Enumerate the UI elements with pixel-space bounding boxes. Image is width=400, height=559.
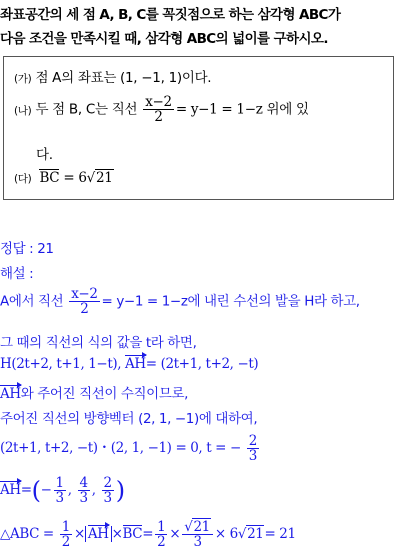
half-fraction	[155, 520, 167, 549]
condition-na-pre: 두 점 B, C는 직선	[35, 101, 138, 118]
solution-line-6	[0, 434, 261, 463]
condition-ga	[14, 66, 211, 86]
condition-na-fraction	[143, 95, 174, 124]
t-fraction	[247, 434, 259, 463]
solution-line-2: 그 때의 직선의 식의 값을 t라 하면,	[0, 335, 197, 351]
condition-ga-tag: (가)	[14, 73, 32, 85]
times-sign: ×	[111, 526, 123, 543]
fraction-denominator: 2	[157, 534, 166, 551]
times-sign: ×	[169, 526, 181, 543]
fraction-denominator: 2	[154, 109, 163, 126]
solution-line-5: 주어진 직선의 방향벡터 (2, 1, −1)에 대하여,	[0, 411, 258, 427]
fraction-numerator: x−2	[145, 94, 172, 110]
explanation-heading: 해설 :	[0, 266, 34, 282]
vector-ah: AH	[0, 482, 21, 499]
fraction-numerator: 1	[157, 519, 166, 535]
fraction-denominator: 2	[61, 534, 70, 551]
equals-sign: =	[20, 482, 32, 499]
condition-na-post: = y−1 = 1−z 위에 있	[175, 101, 309, 118]
dot-product-equation: (2t+1, t+2, −t)・(2, 1, −1) = 0, t = −	[0, 440, 241, 457]
triangle-area: △ABC =	[0, 526, 54, 543]
fraction-denominator: 3	[55, 490, 64, 507]
fraction-numerator: x−2	[71, 286, 98, 302]
half-fraction	[60, 520, 72, 549]
conditions-box	[3, 56, 394, 200]
fraction-denominator: 3	[103, 490, 112, 507]
point-h: H(2t+2, t+1, 1−t),	[0, 356, 122, 372]
fraction-numerator: 1	[55, 475, 64, 491]
fraction-numerator: 2	[248, 433, 257, 449]
fraction-numerator: 2	[103, 475, 112, 491]
solution-line-8: △ABC = $\frac{1}{2}$ × AH ×BC= $\frac{1}{2}$ × $\frac{√21}{3}$ × 6√21= 21	[0, 519, 296, 551]
vector-ah: AH	[125, 356, 146, 372]
times-sign: ×	[73, 526, 85, 543]
times-six: × 6	[214, 526, 238, 543]
condition-da-root: 21	[95, 170, 113, 186]
equals-sign: =	[142, 526, 154, 543]
condition-na-continued: 다.	[36, 147, 53, 163]
solution-line-1-fraction	[69, 287, 99, 316]
root-radicand: 21	[193, 519, 210, 535]
solution-line-7: AH=(− $\frac{1}{3}$ , $\frac{4}{3}$ , $\frac{2}{3}$ )	[0, 475, 125, 507]
root-radicand: 21	[247, 526, 264, 543]
condition-da-tag: (다)	[14, 173, 32, 185]
answer-line: 정답 : 21	[0, 241, 54, 257]
fraction-numerator: 1	[61, 519, 70, 535]
fraction-denominator: 2	[80, 301, 89, 318]
fraction-denominator: 3	[248, 448, 257, 465]
fraction-denominator: 3	[79, 490, 88, 507]
solution-line-3	[0, 356, 258, 372]
condition-ga-text: 점 A의 좌표는 (1, −1, 1)이다.	[35, 70, 212, 86]
question-line-2: 다음 조건을 만족시킬 때, 삼각형 ABC의 넓이를 구하시오.	[0, 31, 328, 47]
component-2	[78, 476, 90, 505]
question-line-1: 좌표공간의 세 점 A, B, C를 꼭짓점으로 하는 삼각형 ABC가	[0, 7, 341, 23]
condition-da-eq: = 6	[63, 170, 87, 186]
condition-na-tag: (나)	[14, 104, 32, 117]
component-1	[54, 476, 66, 505]
solution-line-4	[0, 382, 188, 402]
segment-bc: BC	[122, 526, 143, 543]
solution-line-1-b: = y−1 = 1−z에 내린 수선의 발을 H라 하고,	[101, 293, 360, 310]
solution-line-4-text: 와 주어진 직선이 수직이므로,	[20, 386, 188, 402]
fraction-numerator: 4	[79, 475, 88, 491]
component-3	[102, 476, 114, 505]
condition-da: (다) BC = 6√21	[14, 170, 113, 186]
vector-ah: AH	[0, 386, 21, 402]
segment-bc: BC	[39, 170, 60, 186]
solution-line-1	[0, 287, 360, 316]
condition-na	[14, 95, 309, 124]
vector-ah-value: = (2t+1, t+2, −t)	[145, 356, 259, 372]
solution-line-1-a: A에서 직선	[0, 293, 64, 310]
root-fraction: $\frac{√21}{3}$	[182, 520, 213, 549]
final-result: = 21	[264, 526, 296, 543]
vector-ah-magnitude: AH	[87, 526, 109, 543]
fraction-denominator: 3	[193, 534, 202, 551]
